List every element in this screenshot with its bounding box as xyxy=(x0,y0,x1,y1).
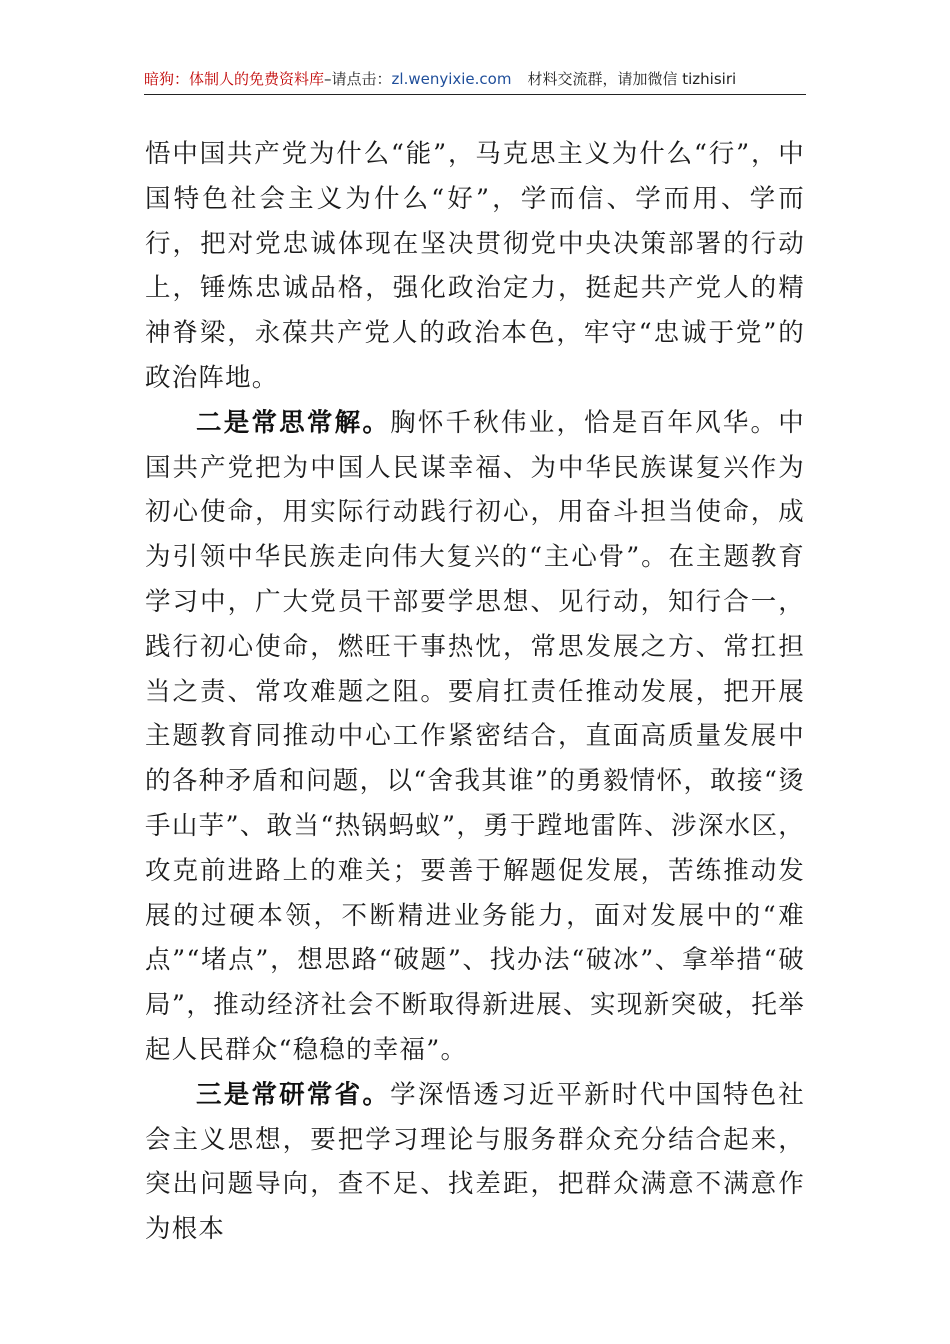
paragraph-text: 悟中国共产党为什么“能”，马克思主义为什么“行”，中国特色社会主义为什么“好”，学而信、学而用、学而行，把对党忠诚体现在坚决贯彻党中央决策部署的行动上，锤炼忠诚品格，强化政治定力，挺起共产党人的精神脊梁，永葆共产党人的政治本色，牢守“忠诚于党”的政治阵地。 xyxy=(145,139,805,393)
header-wechat-note: 材料交流群，请加微信 tizhisiri xyxy=(527,70,737,88)
paragraph-continuation xyxy=(145,132,805,401)
paragraph-text: 胸怀千秋伟业，恰是百年风华。中国共产党把为中国人民谋幸福、为中华民族谋复兴作为初心使命，用实际行动践行初心，用奋斗担当使命，成为引领中华民族走向伟大复兴的“主心骨”。在主题教育学习中，广大党员干部要学思想、见行动，知行合一，践行初心使命，燃旺干事热忱，常思发展之方、常扛担当之责、常攻难题之阻。要肩扛责任推动发展，把开展主题教育同推动中心工作紧密结合，直面高质量发展中的各种矛盾和问题，以“舍我其谁”的勇毅情怀，敢接“烫手山芋”、敢当“热锅蚂蚁”，勇于蹚地雷阵、涉深水区，攻克前进路上的难关；要善于解题促发展，苦练推动发展的过硬本领，不断精进业务能力，面对发展中的“难点”“堵点”，想思路“破题”、找办法“破冰”、拿举措“破局”，推动经济社会不断取得新进展、实现新突破，托举起人民群众“稳稳的幸福”。 xyxy=(145,407,805,1065)
page-header xyxy=(144,68,806,95)
section-heading: 二是常思常解。 xyxy=(196,407,391,438)
header-click-prefix: –请点击： xyxy=(324,70,392,88)
section-heading: 三是常研常省。 xyxy=(196,1079,391,1110)
document-body xyxy=(145,132,805,1252)
header-site-name: 暗狗：体制人的免费资料库 xyxy=(144,70,325,88)
paragraph-text: 学深悟透习近平新时代中国特色社会主义思想，要把学习理论与服务群众充分结合起来，突出问题导向，查不足、找差距，把群众满意不满意作为根本 xyxy=(145,1079,805,1245)
header-url-link[interactable]: zl.wenyixie.com xyxy=(391,70,512,88)
paragraph-section-two xyxy=(145,401,805,1073)
paragraph-section-three xyxy=(145,1073,805,1252)
